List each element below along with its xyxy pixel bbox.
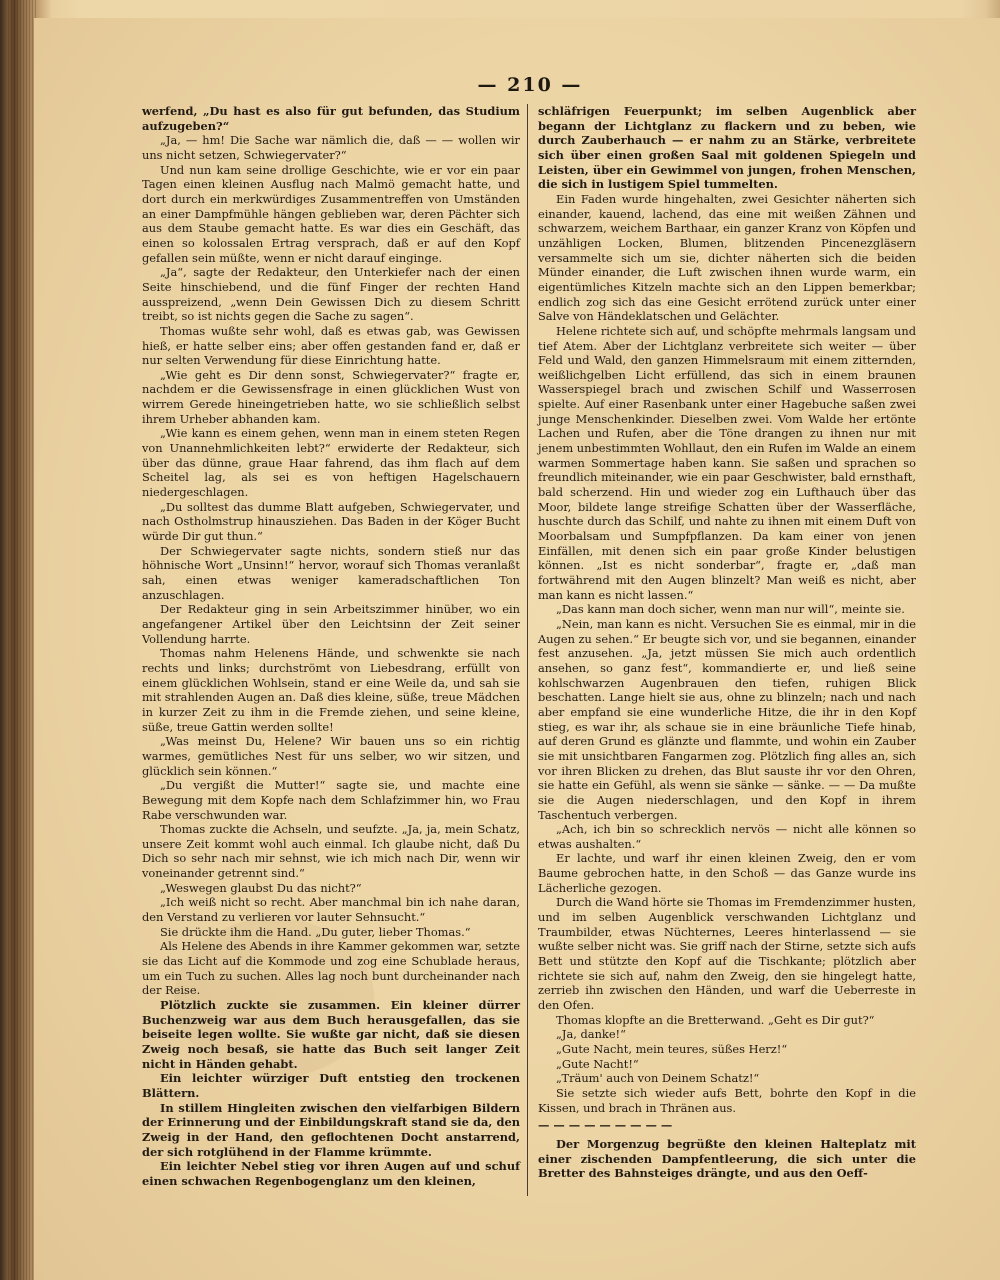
paragraph: Sie drückte ihm die Hand. „Du guter, lieber Thomas.“ <box>160 924 471 939</box>
paragraph: „Ach, ich bin so schrecklich nervös — nicht alle können so etwas aushalten.“ <box>538 822 916 851</box>
paragraph: Als Helene des Abends in ihre Kammer gekommen war, setzte sie das Licht auf die Kommode und zog eine Schublade heraus, um ein Tuch zu suchen. Alles lag noch bunt durcheinander nach der Reise. <box>142 939 520 998</box>
paragraph: „Du vergißt die Mutter!“ sagte sie, und machte eine Bewegung mit dem Kopfe nach dem Schlafzimmer hin, wo Frau Rabe verschwunden war. <box>142 778 520 822</box>
paragraph: „Was meinst Du, Helene? Wir bauen uns so ein richtig warmes, gemütliches Nest für uns selber, wo wir sitzen, und glücklich sein können.“ <box>142 734 520 778</box>
page-number: — 210 — <box>477 74 583 96</box>
paragraph: Ein leichter Nebel stieg vor ihren Augen auf und schuf einen schwachen Regenbogenglanz um den kleinen, <box>142 1159 520 1188</box>
section-divider: — — — — — — — — — <box>538 1118 673 1133</box>
paragraph: Er lachte, und warf ihr einen kleinen Zweig, den er vom Baume gebrochen hatte, in den Schoß — das Ganze wurde ins Lächerliche gezogen. <box>538 851 916 895</box>
paragraph: „Ja“, sagte der Redakteur, den Unterkiefer nach der einen Seite hinschiebend, und die fünf Finger der rechten Hand ausspreizend, „wenn Dein Gewissen Dich zu diesem Schritt treibt, so ist nichts gegen die Sache zu sagen“. <box>142 265 520 324</box>
paragraph: Thomas nahm Helenens Hände, und schwenkte sie nach rechts und links; durchströmt von Liebesdrang, erfüllt von einem glücklichen Wohlsein, stand er eine Weile da, und sah sie mit strahlenden Augen an. Daß dies kleine, süße, treue Mädchen in kurzer Zeit zu ihm in die Fremde ziehen, und seine kleine, süße, treue Gattin werden sollte! <box>142 646 520 734</box>
paragraph: Sie setzte sich wieder aufs Bett, bohrte den Kopf in die Kissen, und brach in Thränen aus. <box>538 1085 916 1115</box>
paragraph: In stillem Hingleiten zwischen den vielfarbigen Bildern der Erinnerung und der Einbildungskraft stand sie da, den Zweig in der Hand, den geflochtenen Docht anstarrend, der sich rotglühend in der Flamme krümmte. <box>142 1100 520 1159</box>
left-text-column <box>142 104 520 1189</box>
paragraph: „Ich weiß nicht so recht. Aber manchmal bin ich nahe daran, den Verstand zu verlieren vor lauter Sehnsucht.“ <box>142 895 520 925</box>
paragraph: schläfrigen Feuerpunkt; im selben Augenblick aber begann der Lichtglanz zu flackern und zu beben, wie durch Zauberhauch — er nahm zu an Stärke, verbreitete sich über einen großen Saal mit goldenen Spiegeln und Leisten, über ein Gewimmel von jungen, frohen Menschen, die sich in lustigem Spiel tummelten. <box>538 104 916 192</box>
paragraph: Der Morgenzug begrüßte den kleinen Halteplatz mit einer zischenden Dampfentleerung, die sich unter die Bretter des Bahnsteiges drängte, und aus den Oeff- <box>538 1136 916 1181</box>
column-divider <box>527 104 528 1196</box>
paragraph: Der Redakteur ging in sein Arbeitszimmer hinüber, wo ein angefangener Artikel über den Leichtsinn der Zeit seiner Vollendung harrte. <box>142 602 520 646</box>
paragraph: Und nun kam seine drollige Geschichte, wie er vor ein paar Tagen einen kleinen Ausflug nach Malmö gemacht hatte, und dort durch ein merkwürdiges Zusammentreffen von Umständen an einer Dampfmühle hängen geblieben war, deren Pächter sich aus dem Staube gemacht hatte. Es war dies ein Geschäft, das einen so kolossalen Ertrag versprach, daß er auf den Kopf gefallen sein müßte, wenn er nicht darauf einginge. <box>142 162 520 265</box>
paragraph: Thomas wußte sehr wohl, daß es etwas gab, was Gewissen hieß, er hatte selber eins; aber offen gestanden fand er, daß er nur selten Verwendung für diese Einrichtung hatte. <box>142 323 520 368</box>
paragraph: Ein Faden wurde hingehalten, zwei Gesichter näherten sich einander, kauend, lachend, das eine mit weißen Zähnen und schwarzem, weichem Barthaar, ein ganzer Kranz von Köpfen und unzähligen Locken, Blumen, blitzenden Pincenezgläsern versammelte sich um sie, dichter näherten sich die beiden Münder einander, die Luft zwischen ihnen wurde warm, ein eigentümliches Kitzeln machte sich an den Lippen bemerkbar; endlich zog sich das eine Gesicht errötend zurück unter einer Salve von Händeklatschen und Gelächter. <box>538 191 916 324</box>
paragraph: „Träum' auch von Deinem Schatz!“ <box>556 1071 760 1086</box>
paragraph: Helene richtete sich auf, und schöpfte mehrmals langsam und tief Atem. Aber der Lichtglanz verbreitete sich weiter — über Feld und Wald, den ganzen Himmelsraum mit einem zitternden, weißlichgelben Licht erfüllend, das sich in einem braunen Wasserspiegel brach und zwischen Schilf und Wasserrosen spielte. Auf einer Rasenbank unter einer Hagebuche saßen zwei junge Menschenkinder. Dieselben zwei. Vom Walde her ertönte Lachen und Rufen, aber die Töne drangen zu ihnen nur mit jenem unbestimmten Wohllaut, den ein Rufen im Walde an einem warmen Sommertage haben kann. Sie saßen und sprachen so freundlich miteinander, wie ein paar Geschwister, bald ernsthaft, bald scherzend. Hin und wieder zog ein Lufthauch über das Moor, bildete lange streifige Schatten über der Wasserfläche, huschte durch das Schilf, und nahte zu ihnen mit einem Duft von Moorbalsam und Sumpfpflanzen. Da kam einer von jenen Einfällen, mit denen sich ein paar große Kinder belustigen können. „Ist es nicht sonderbar“, fragte er, „daß man fortwährend mit den Augen blinzelt? Man weiß es nicht, aber man kann es nicht lassen.“ <box>538 323 916 602</box>
paragraph: „Das kann man doch sicher, wenn man nur will“, meinte sie. <box>556 602 905 617</box>
paragraph: Der Schwiegervater sagte nichts, sondern stieß nur das höhnische Wort „Unsinn!“ hervor, worauf sich Thomas veranlaßt sah, einen etwas weniger kameradschaftlichen Ton anzuschlagen. <box>142 543 520 602</box>
paragraph: „Du solltest das dumme Blatt aufgeben, Schwiegervater, und nach Ostholmstrup hinausziehen. Das Baden in der Köger Bucht würde Dir gut thun.“ <box>142 499 520 544</box>
paragraph: Ein leichter würziger Duft entstieg den trockenen Blättern. <box>142 1071 520 1100</box>
paragraph: „Gute Nacht, mein teures, süßes Herz!“ <box>556 1042 788 1056</box>
paragraph: „Weswegen glaubst Du das nicht?“ <box>160 880 362 895</box>
paragraph: Thomas klopfte an die Bretterwand. „Geht es Dir gut?“ <box>556 1012 875 1027</box>
paragraph: „Nein, man kann es nicht. Versuchen Sie es einmal, mir in die Augen zu sehen.“ Er beugte sich vor, und sie begannen, einander fest anzusehen. „Ja, jetzt müssen Sie mich auch ordentlich ansehen, so ganz fest“, kommandierte er, und ließ seine kohlschwarzen Augenbrauen den tiefen, ruhigen Blick beschatten. Lange hielt sie aus, ohne zu blinzeln; nach und nach aber empfand sie eine wunderliche Hitze, die ihr in den Kopf stieg, es war ihr, als schaue sie in eine bräunliche Tiefe hinab, auf deren Grund es glänzte und flammte, und wohin ein Zauber sie mit unsichtbaren Fangarmen zog. Plötzlich fing alles an, sich vor ihren Blicken zu drehen, das Blut sauste ihr vor den Ohren, sie hatte ein Gefühl, als wenn sie sänke — sänke. — — Da mußte sie die Augen niederschlagen, und den Kopf in ihrem Taschentuch verbergen. <box>538 616 916 822</box>
paragraph: „Gute Nacht!“ <box>556 1056 639 1071</box>
paragraph: „Ja, danke!“ <box>556 1027 626 1042</box>
paragraph: „Ja, — hm! Die Sache war nämlich die, daß — — wollen wir uns nicht setzen, Schwiegervater?“ <box>142 133 520 162</box>
paragraph: werfend, „Du hast es also für gut befunden, das Studium aufzugeben?“ <box>142 104 520 133</box>
paragraph: Durch die Wand hörte sie Thomas im Fremdenzimmer husten, und im selben Augenblick verschwanden Lichtglanz und Traumbilder, etwas Nüchternes, Leeres hinterlassend — sie wußte selber nicht was. Sie griff nach der Stirne, setzte sich aufs Bett und stützte den Kopf auf die Tischkante; plötzlich aber richtete sie sich auf, nahm den Zweig, den sie hingelegt hatte, zerrieb ihn zwischen den Händen, und warf die Ueberreste in den Ofen. <box>538 895 916 1013</box>
paragraph: Plötzlich zuckte sie zusammen. Ein kleiner dürrer Buchenzweig war aus dem Buch herausgefallen, das sie beiseite legen wollte. Sie wußte gar nicht, daß sie diesen Zweig noch besaß, sie hatte das Buch seit langer Zeit nicht in Händen gehabt. <box>142 998 520 1071</box>
paragraph: Thomas zuckte die Achseln, und seufzte. „Ja, ja, mein Schatz, unsere Zeit kommt wohl auch einmal. Ich glaube nicht, daß Du Dich so sehr nach mir sehnst, wie ich mich nach Dir, wenn wir voneinander getrennt sind.“ <box>142 822 520 881</box>
paragraph: „Wie kann es einem gehen, wenn man in einem steten Regen von Unannehmlichkeiten lebt?“ erwiderte der Redakteur, sich über das dünne, graue Haar fahrend, das ihm flach auf dem Scheitel lag, als sei es von heftigen Hagelschauern niedergeschlagen. <box>142 426 520 500</box>
right-text-column <box>538 104 916 1181</box>
paragraph: „Wie geht es Dir denn sonst, Schwiegervater?“ fragte er, nachdem er die Gewissensfrage in einen glücklichen Wust von wirrem Gerede hineingetrieben hatte, wo sie schließlich selbst ihrem Urheber abhanden kam. <box>142 367 520 426</box>
